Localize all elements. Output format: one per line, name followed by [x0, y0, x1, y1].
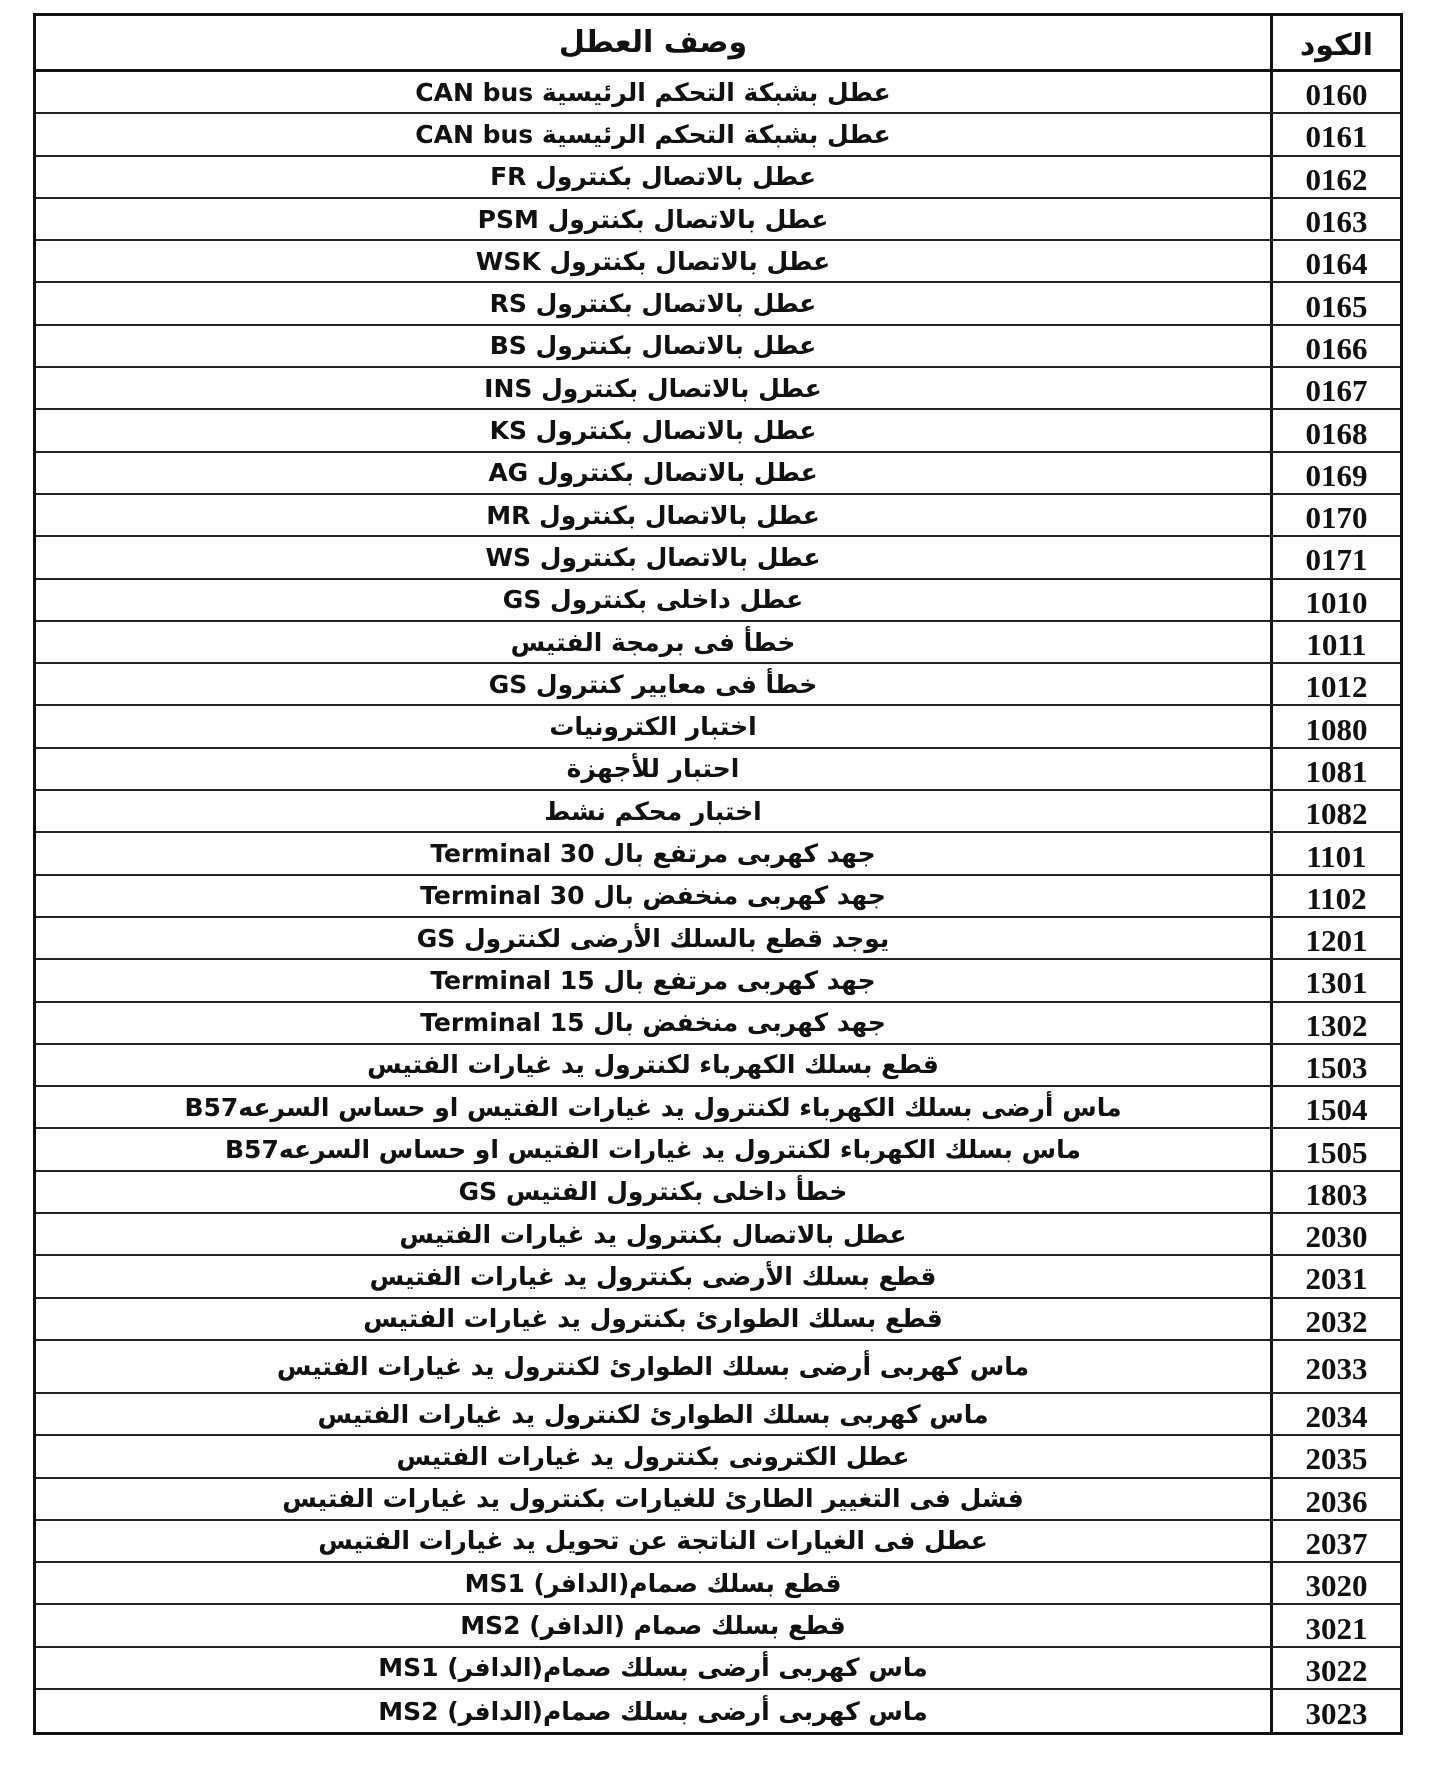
fault-code-cell: 1201: [1270, 918, 1400, 958]
fault-code-cell: 2034: [1270, 1394, 1400, 1434]
description-column-header: وصف العطل: [558, 25, 748, 60]
table-row: [36, 1299, 1400, 1341]
fault-description-cell: جهد كهربى مرتفع بال Terminal 30: [430, 838, 876, 868]
table-row: [36, 241, 1400, 283]
fault-description-cell: عطل بالاتصال بكنترول يد غيارات الفتيس: [399, 1219, 907, 1249]
fault-code-cell: 0161: [1270, 114, 1400, 154]
fault-description-cell: عطل بالاتصال بكنترول INS: [484, 373, 822, 403]
fault-description-cell: عطل بشبكة التحكم الرئيسية CAN bus: [415, 77, 891, 107]
fault-code-cell: 1082: [1270, 791, 1400, 831]
table-row: [36, 1563, 1400, 1605]
fault-description-cell: جهد كهربى منخفض بال Terminal 30: [420, 881, 886, 911]
fault-description-cell: ماس كهربى أرضى بسلك صمام(الدافر) MS2: [378, 1696, 928, 1726]
fault-description-cell: اختبار الكترونيات: [549, 712, 757, 742]
fault-code-cell: 2031: [1270, 1256, 1400, 1296]
fault-description-cell: عطل بالاتصال بكنترول WSK: [475, 246, 831, 276]
fault-description-cell: احتبار للأجهزة: [566, 754, 740, 784]
fault-code-cell: 0169: [1270, 453, 1400, 493]
fault-description-cell: قطع بسلك الكهرباء لكنترول يد غيارات الفتيس: [367, 1050, 939, 1080]
table-row: [36, 495, 1400, 537]
fault-description-cell: عطل بالاتصال بكنترول PSM: [477, 204, 829, 234]
fault-description-cell: عطل بالاتصال بكنترول AG: [488, 458, 818, 488]
table-row: [36, 157, 1400, 199]
table-row: [36, 833, 1400, 875]
fault-code-cell: 0171: [1270, 537, 1400, 577]
fault-code-cell: 2032: [1270, 1299, 1400, 1339]
fault-code-cell: 1081: [1270, 749, 1400, 789]
fault-description-cell: قطع بسلك الطوارئ بكنترول يد غيارات الفتيس: [363, 1304, 943, 1334]
fault-code-cell: 1011: [1270, 622, 1400, 662]
fault-description-cell: عطل بالاتصال بكنترول WS: [485, 542, 821, 572]
fault-code-cell: 1080: [1270, 706, 1400, 746]
table-row: [36, 749, 1400, 791]
fault-description-cell: عطل بالاتصال بكنترول RS: [489, 289, 817, 319]
fault-description-cell: قطع بسلك صمام (الدافر) MS2: [460, 1611, 846, 1641]
fault-code-cell: 1012: [1270, 664, 1400, 704]
fault-description-cell: جهد كهربى منخفض بال Terminal 15: [420, 1008, 886, 1038]
fault-code-cell: 2037: [1270, 1521, 1400, 1561]
fault-code-cell: 2033: [1270, 1341, 1400, 1392]
table-row: [36, 1129, 1400, 1171]
fault-code-cell: 1505: [1270, 1129, 1400, 1169]
table-row: [36, 706, 1400, 748]
table-row: [36, 1436, 1400, 1478]
fault-description-cell: عطل بالاتصال بكنترول BS: [489, 331, 817, 361]
table-row: [36, 918, 1400, 960]
fault-description-cell: عطل بشبكة التحكم الرئيسية CAN bus: [415, 119, 891, 149]
fault-code-cell: 0160: [1270, 72, 1400, 112]
table-row: [36, 791, 1400, 833]
fault-description-cell: خطأ فى برمجة الفتيس: [510, 627, 796, 657]
fault-code-cell: 0170: [1270, 495, 1400, 535]
fault-code-cell: 3020: [1270, 1563, 1400, 1603]
table-row: [36, 1214, 1400, 1256]
fault-description-cell: خطأ فى معايير كنترول GS: [488, 669, 818, 699]
table-row: [36, 114, 1400, 156]
fault-description-cell: قطع بسلك الأرضى بكنترول يد غيارات الفتيس: [369, 1261, 937, 1291]
table-row: [36, 1521, 1400, 1563]
fault-code-cell: 3022: [1270, 1648, 1400, 1688]
fault-description-cell: عطل بالاتصال بكنترول FR: [490, 162, 816, 192]
fault-description-cell: عطل الكترونى بكنترول يد غيارات الفتيس: [396, 1441, 910, 1471]
fault-code-cell: 2036: [1270, 1479, 1400, 1519]
fault-description-cell: قطع بسلك صمام(الدافر) MS1: [464, 1568, 842, 1598]
table-row: [36, 410, 1400, 452]
table-row: [36, 368, 1400, 410]
fault-code-cell: 1803: [1270, 1172, 1400, 1212]
fault-code-cell: 2030: [1270, 1214, 1400, 1254]
table-row: [36, 283, 1400, 325]
table-row: [36, 199, 1400, 241]
fault-code-cell: 1504: [1270, 1087, 1400, 1127]
fault-code-cell: 2035: [1270, 1436, 1400, 1476]
fault-code-cell: 0164: [1270, 241, 1400, 281]
fault-code-cell: 0162: [1270, 157, 1400, 197]
fault-description-cell: ماس أرضى بسلك الكهرباء لكنترول يد غيارات الفتيس او حساس السرعهB57: [184, 1092, 1122, 1122]
fault-description-cell: ماس كهربى أرضى بسلك صمام(الدافر) MS1: [378, 1653, 928, 1683]
table-row: [36, 1341, 1400, 1394]
table-row: [36, 1172, 1400, 1214]
fault-description-cell: فشل فى التغيير الطارئ للغيارات بكنترول يد غيارات الفتيس: [282, 1484, 1024, 1514]
fault-code-cell: 1301: [1270, 960, 1400, 1000]
fault-description-cell: عطل بالاتصال بكنترول MR: [486, 500, 820, 530]
table-row: [36, 664, 1400, 706]
table-row: [36, 1648, 1400, 1690]
fault-code-cell: 1503: [1270, 1045, 1400, 1085]
table-row: [36, 453, 1400, 495]
table-header-row: [36, 16, 1400, 72]
code-column-header: الكود: [1270, 16, 1400, 69]
table-row: [36, 622, 1400, 664]
fault-code-table: [33, 13, 1403, 1735]
fault-description-cell: عطل داخلى بكنترول GS: [502, 585, 804, 615]
table-row: [36, 1256, 1400, 1298]
table-row: [36, 72, 1400, 114]
fault-code-cell: 3023: [1270, 1690, 1400, 1732]
fault-description-cell: جهد كهربى مرتفع بال Terminal 15: [430, 965, 876, 995]
fault-description-cell: ماس كهربى بسلك الطوارئ لكنترول يد غيارات الفتيس: [317, 1399, 989, 1429]
fault-code-cell: 1302: [1270, 1003, 1400, 1043]
fault-code-cell: 1102: [1270, 876, 1400, 916]
fault-code-cell: 3021: [1270, 1605, 1400, 1645]
fault-code-cell: 0165: [1270, 283, 1400, 323]
fault-description-cell: اختبار محكم نشط: [544, 796, 762, 826]
table-body: [36, 72, 1400, 1732]
fault-description-cell: عطل بالاتصال بكنترول KS: [489, 416, 817, 446]
fault-code-cell: 0166: [1270, 326, 1400, 366]
fault-code-cell: 0167: [1270, 368, 1400, 408]
fault-description-cell: يوجد قطع بالسلك الأرضى لكنترول GS: [416, 923, 890, 953]
fault-description-cell: ماس بسلك الكهرباء لكنترول يد غيارات الفتيس او حساس السرعهB57: [225, 1135, 1082, 1165]
table-row: [36, 326, 1400, 368]
table-row: [36, 1479, 1400, 1521]
table-row: [36, 960, 1400, 1002]
table-row: [36, 1605, 1400, 1647]
fault-description-cell: خطأ داخلى بكنترول الفتيس GS: [458, 1177, 848, 1207]
fault-description-cell: عطل فى الغيارات الناتجة عن تحويل يد غيارات الفتيس: [318, 1526, 988, 1556]
table-row: [36, 1394, 1400, 1436]
table-row: [36, 1690, 1400, 1732]
fault-code-cell: 0163: [1270, 199, 1400, 239]
table-row: [36, 1045, 1400, 1087]
fault-code-cell: 1010: [1270, 580, 1400, 620]
table-row: [36, 580, 1400, 622]
fault-code-cell: 1101: [1270, 833, 1400, 873]
table-row: [36, 1087, 1400, 1129]
table-row: [36, 1003, 1400, 1045]
fault-description-cell: ماس كهربى أرضى بسلك الطوارئ لكنترول يد غيارات الفتيس: [276, 1351, 1030, 1381]
fault-code-cell: 0168: [1270, 410, 1400, 450]
table-row: [36, 876, 1400, 918]
table-row: [36, 537, 1400, 579]
